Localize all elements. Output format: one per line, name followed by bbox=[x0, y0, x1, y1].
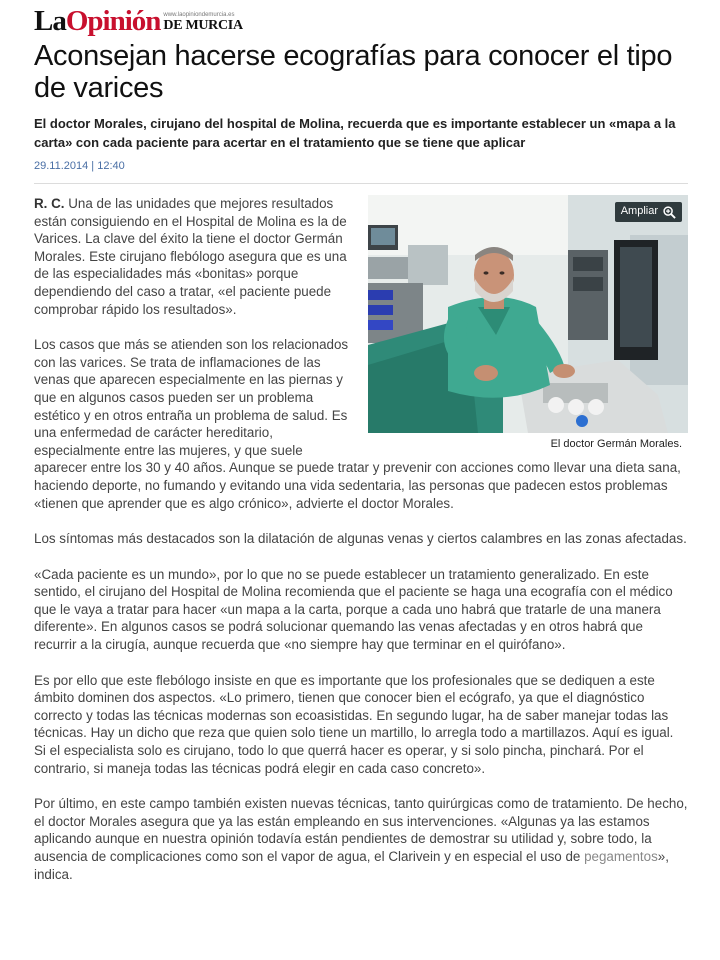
divider bbox=[34, 183, 688, 184]
paragraph-4: «Cada paciente es un mundo», por lo que no se puede establecer un tratamiento generalizado. En este sentido, el cirujano del Hospital de Molina recomienda que el paciente se haga una ecografía con el médico que le vaya a tratar para hacer «un mapa a la carta, porque a cada uno habrá que tratarle de una manera diferente». En algunos casos se podrá solucionar quemando las venas afectadas y en otros habrá que recurrir a la cirugía, aunque recuerda que «no siempre hay que terminar en el quirófano». bbox=[34, 566, 673, 653]
paragraph-6-end: », indica. bbox=[34, 849, 669, 882]
article-photo[interactable] bbox=[368, 195, 688, 433]
zoom-button[interactable] bbox=[615, 202, 682, 222]
article-author: R. C. bbox=[34, 196, 65, 211]
logo-side bbox=[163, 11, 242, 33]
paragraph-3: Los síntomas más destacados son la dilatación de algunas venas y ciertos calambres en las zonas afectadas. bbox=[34, 531, 687, 547]
article-dateline: 29.11.2014 | 12:40 bbox=[34, 160, 125, 172]
paragraph-5: Es por ello que este flebólogo insiste en que es importante que los profesionales que se dediquen a este ámbito dominen dos aspectos. «Lo primero, tienen que conocer bien el ecógrafo, ya que el diagnóstico correcto y todas las técnicas modernas son ecoasistidas. En segundo lugar, ha de saber manejar todas las técnicas. Hay un dicho que reza que quien solo tiene un martillo, lo arregla todo a martillazos. Aquí es igual. Si el especialista solo es cirujano, todo lo que querrá hacer es operar, y si solo pincha, pinchará. Por el contrario, si maneja todas las técnicas podrá elegir en cada caso concreto». bbox=[34, 672, 674, 776]
paragraph-6 bbox=[34, 795, 688, 883]
logo-de-murcia: DE MURCIA bbox=[163, 18, 243, 33]
paragraph-1-text: Una de las unidades que mejores resultados están consiguiendo en el Hospital de Molina es la de Varices. La clave del éxito la tiene el doctor Germán Morales. Este cirujano flebólogo asegura que es una de las especialidades más «bonitas» porque dependiendo del caso a tratar, «el paciente puede comprobar rápido los resultados». bbox=[34, 196, 347, 317]
article-figure bbox=[368, 195, 688, 451]
photo-caption: El doctor Germán Morales. bbox=[550, 438, 682, 450]
logo-url: www.laopiniondemurcia.es bbox=[163, 12, 235, 18]
logo-opinion: Opinión bbox=[65, 5, 161, 37]
zoom-button-label: Ampliar bbox=[620, 205, 658, 218]
article-subheadline: El doctor Morales, cirujano del hospital de Molina, recuerda que es importante establecer un «mapa a la carta» con cada paciente para acertar en el tratamiento que se tiene que aplicar bbox=[34, 116, 676, 150]
article-headline: Aconsejan hacerse ecografías para conocer el tipo de varices bbox=[34, 40, 673, 104]
magnifier-plus-icon bbox=[663, 206, 676, 219]
site-logo[interactable] bbox=[34, 6, 243, 36]
doctor-photo-illustration bbox=[368, 195, 688, 433]
keyword-link[interactable]: pegamentos bbox=[584, 849, 658, 864]
paragraph-6-start: Por último, en este campo también existen nuevas técnicas, tanto quirúrgicas como de tratamiento. De hecho, el doctor Morales asegura que ya las están empleando en sus intervenciones. «Algunas ya las estamos aplicando aunque en nuestra opinión todavía están pendientes de demostrar su utilidad y, sobre todo, la ausencia de complicaciones como son el vapor de agua, el Clarivein y en especial el uso de bbox=[34, 796, 688, 864]
logo-la: La bbox=[34, 5, 66, 37]
paragraph-2: Los casos que más se atienden son los relacionados con las varices. Se trata de inflamaciones de las venas que aparecen especialmente en las piernas y que en algunos casos pueden ser un problema estético y en otros entraña un problema de salud. Es una enfermedad de carácter hereditario, especialmente entre las mujeres, y que suele aparecer entre los 30 y 40 años. Aunque se puede tratar y prevenir con acciones como llevar una dieta sana, haciendo deporte, no fumando y evitando una vida sedentaria, las personas que padecen estos problemas «tienen que aprender que es algo crónico», advierte el doctor Morales. bbox=[34, 337, 681, 511]
article-body bbox=[34, 195, 688, 901]
